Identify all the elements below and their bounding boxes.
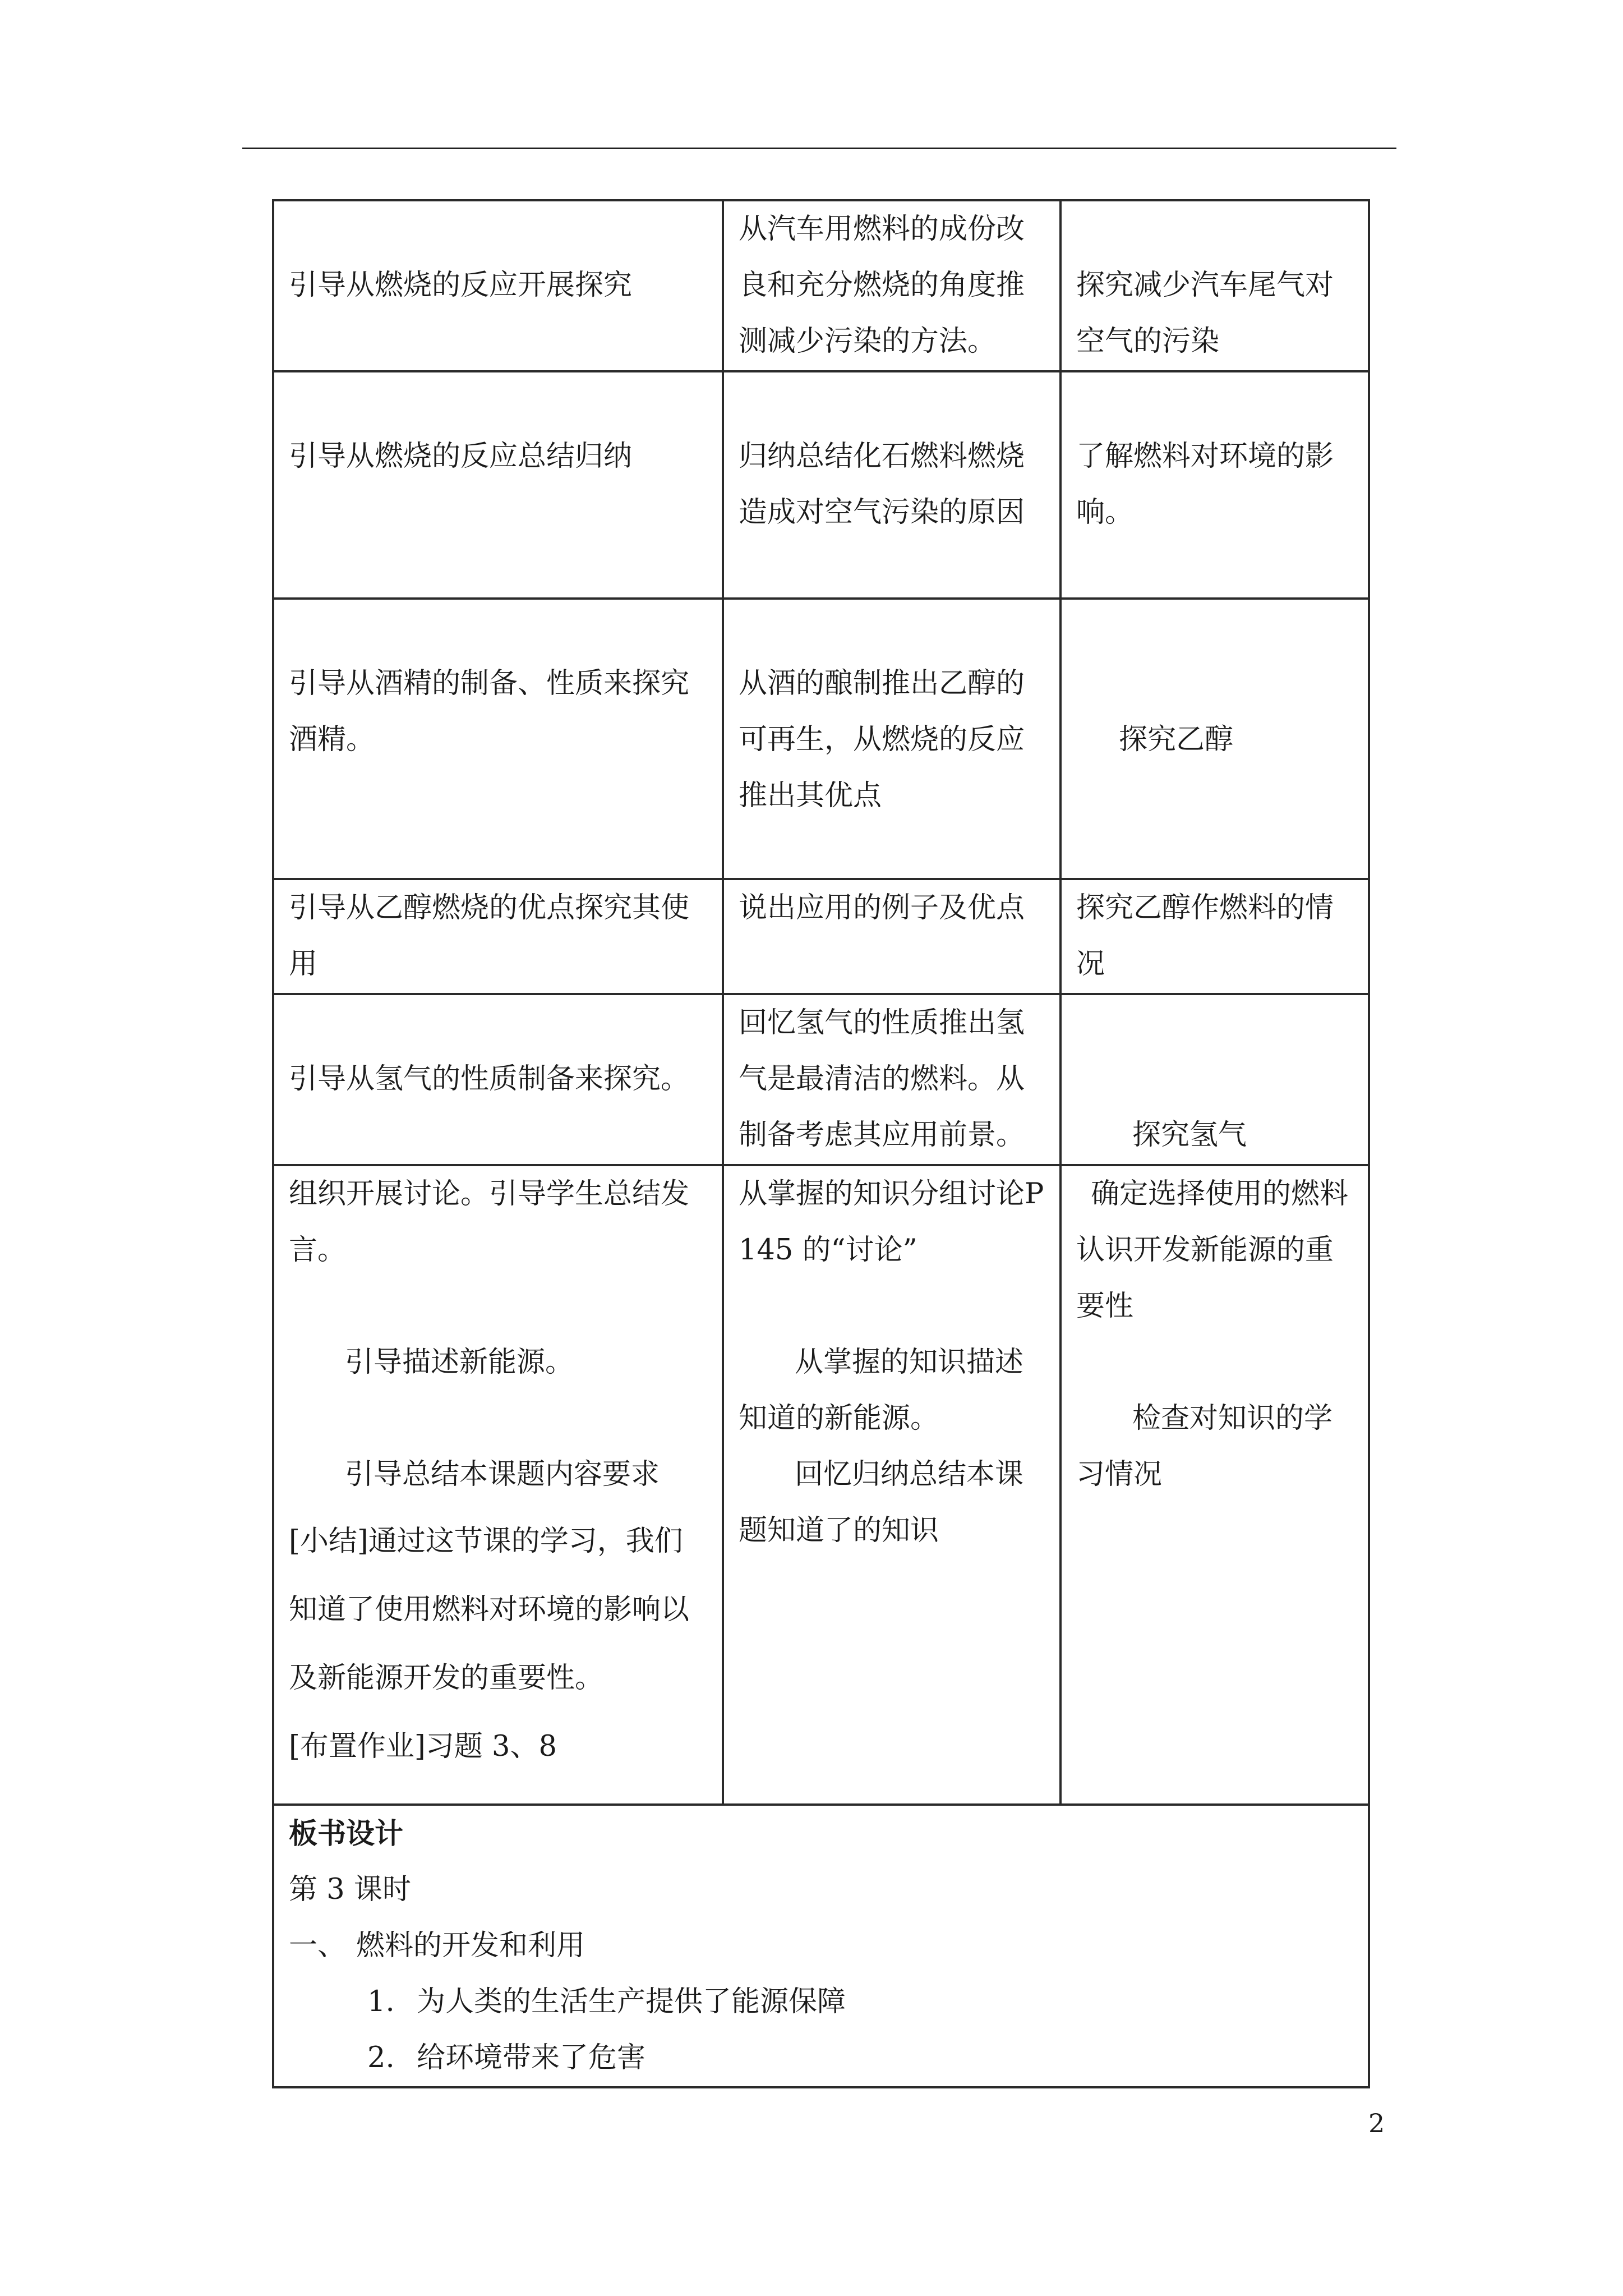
purpose-cell — [1061, 1165, 1369, 1805]
header-rule — [242, 148, 1396, 149]
cell-text: 引导从酒精的制备、性质来探究酒精。 — [289, 667, 690, 756]
teacher-activity-cell — [273, 371, 723, 599]
cell-text: 引导从氢气的性质制备来探究。 — [289, 1062, 690, 1096]
cell-text: 检查对知识的学习情况 — [1076, 1402, 1333, 1491]
purpose-cell — [1061, 879, 1369, 994]
table-row — [273, 599, 1369, 879]
item-number: 2. — [367, 2041, 395, 2074]
item-number: 1. — [367, 1985, 395, 2018]
lesson-table — [272, 199, 1370, 2088]
summary-text: [小结]通过这节课的学习，我们知道了使用燃料对环境的影响以及新能源开发的重要性。 — [289, 1525, 690, 1695]
homework-text: [布置作业]习题 3、8 — [289, 1730, 557, 1763]
table-row — [273, 879, 1369, 994]
table-row — [273, 371, 1369, 599]
board-item — [289, 1974, 1357, 2030]
table-row — [273, 994, 1369, 1165]
teacher-activity-cell — [273, 879, 723, 994]
cell-text: 探究乙醇作燃料的情况 — [1076, 891, 1334, 981]
cell-text: 引导从乙醇燃烧的优点探究其使用 — [289, 891, 690, 981]
item-text: 为人类的生活生产提供了能源保障 — [417, 1985, 846, 2018]
teacher-activity-cell — [273, 1165, 723, 1805]
teacher-activity-cell — [273, 599, 723, 879]
board-design-cell — [273, 1805, 1369, 2087]
student-activity-cell — [723, 994, 1061, 1165]
cell-text: 回忆氢气的性质推出氢气是最清洁的燃料。从制备考虑其应用前景。 — [739, 1006, 1025, 1152]
cell-text: 组织开展讨论。引导学生总结发言。 — [289, 1177, 690, 1267]
cell-text: 确定选择使用的燃料认识开发新能源的重要性 — [1076, 1177, 1349, 1323]
cell-text: 引导从燃烧的反应开展探究 — [289, 269, 633, 302]
student-activity-cell — [723, 879, 1061, 994]
board-item — [289, 2030, 1357, 2086]
cell-text: 引导从燃烧的反应总结归纳 — [289, 440, 633, 473]
cell-text: 从掌握的知识描述知道的新能源。 — [739, 1346, 1024, 1435]
purpose-cell — [1061, 371, 1369, 599]
student-activity-cell — [723, 1165, 1061, 1805]
cell-text: 了解燃料对环境的影响。 — [1076, 440, 1334, 529]
purpose-cell — [1061, 200, 1369, 371]
page-number: 2 — [1368, 2108, 1385, 2138]
table-row — [273, 200, 1369, 371]
teacher-activity-cell — [273, 994, 723, 1165]
cell-text: 回忆归纳总结本课题知道了的知识 — [739, 1458, 1024, 1547]
cell-text: 从掌握的知识分组讨论P145 的“讨论” — [739, 1177, 1044, 1267]
section-number: 一、 — [289, 1929, 347, 1962]
cell-text: 探究减少汽车尾气对空气的污染 — [1076, 269, 1334, 358]
cell-text: 探究乙醇 — [1119, 723, 1234, 756]
cell-text: 从酒的酿制推出乙醇的可再生，从燃烧的反应推出其优点 — [739, 667, 1025, 812]
cell-text: 引导描述新能源。 — [345, 1346, 574, 1379]
student-activity-cell — [723, 200, 1061, 371]
student-activity-cell — [723, 599, 1061, 879]
board-lesson: 第 3 课时 — [289, 1873, 411, 1906]
cell-text: 说出应用的例子及优点 — [739, 891, 1025, 924]
student-activity-cell — [723, 371, 1061, 599]
cell-text: 归纳总结化石燃料燃烧造成对空气污染的原因 — [739, 440, 1025, 529]
board-title: 板书设计 — [289, 1817, 404, 1851]
purpose-cell — [1061, 994, 1369, 1165]
cell-text: 探究氢气 — [1132, 1119, 1247, 1152]
board-section — [289, 1918, 1357, 1974]
item-text: 给环境带来了危害 — [417, 2041, 646, 2074]
cell-text: 从汽车用燃料的成份改良和充分燃烧的角度推测减少污染的方法。 — [739, 213, 1025, 358]
purpose-cell — [1061, 599, 1369, 879]
cell-text: 引导总结本课题内容要求 — [345, 1458, 660, 1491]
section-title: 燃料的开发和利用 — [356, 1929, 585, 1962]
teacher-activity-cell — [273, 200, 723, 371]
board-design-row — [273, 1805, 1369, 2087]
table-row — [273, 1165, 1369, 1805]
